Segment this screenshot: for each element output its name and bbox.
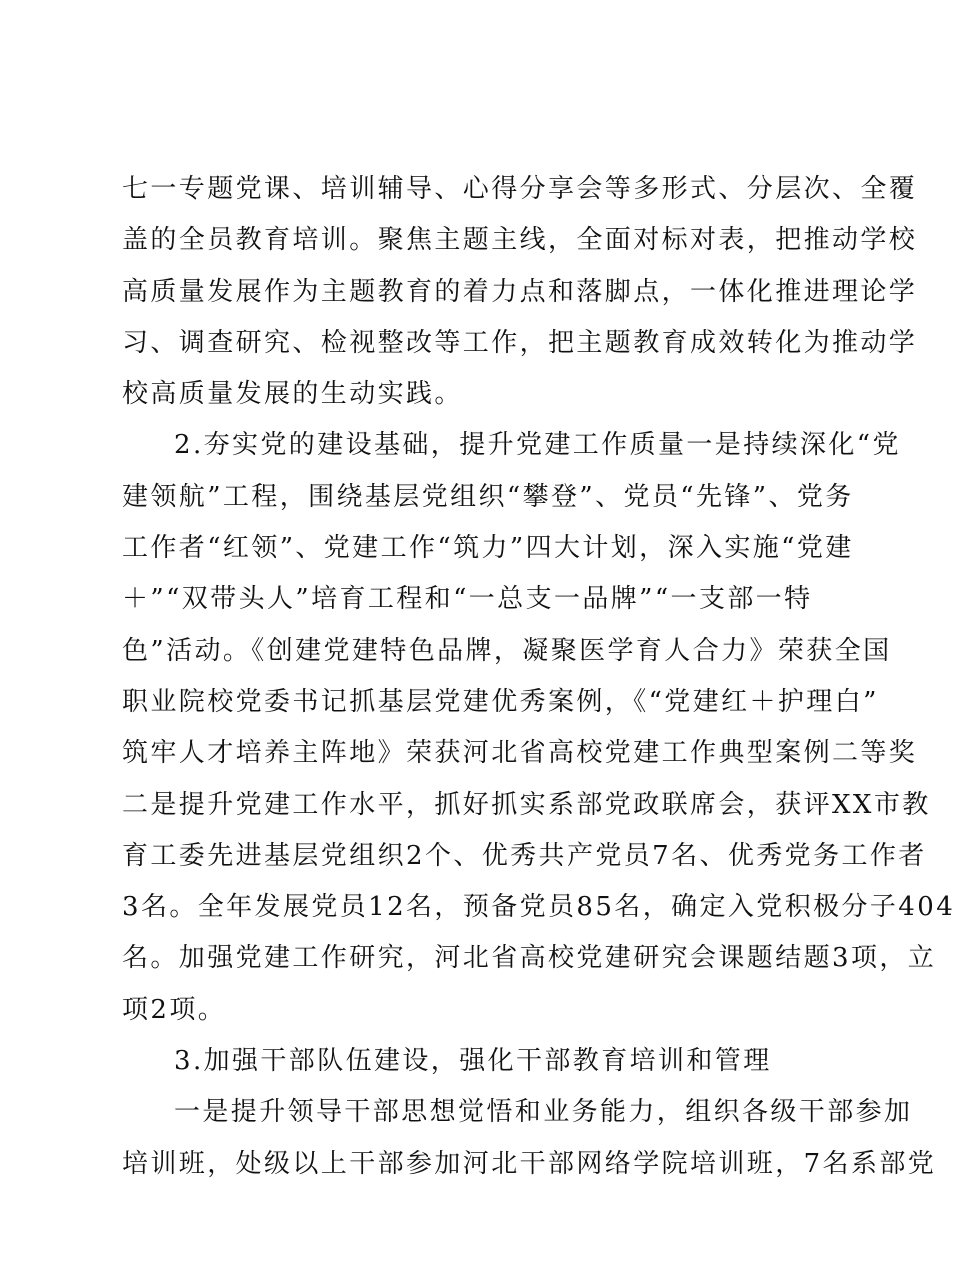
text-line: 育工委先进基层党组织2个、优秀共产党员7名、优秀党务工作者 bbox=[122, 840, 927, 871]
text-line: 校高质量发展的生动实践。 bbox=[122, 379, 463, 410]
text-line: ＋”“双带头人”培育工程和“一总支一品牌”“一支部一特 bbox=[122, 584, 813, 615]
text-line: 二是提升党建工作水平，抓好抓实系部党政联席会，获评XX市教 bbox=[122, 789, 931, 820]
text-line: 色”活动。《创建党建特色品牌，凝聚医学育人合力》荣获全国 bbox=[122, 635, 892, 666]
text-line: 盖的全员教育培训。聚焦主题主线，全面对标对表，把推动学校 bbox=[122, 225, 918, 256]
text-line: 项2项。 bbox=[122, 994, 227, 1025]
text-line: 七一专题党课、培训辅导、心得分享会等多形式、分层次、全覆 bbox=[122, 174, 918, 204]
text-line: 培训班，处级以上干部参加河北干部网络学院培训班，7名系部党 bbox=[122, 1148, 937, 1179]
text-line: 筑牢人才培养主阵地》荣获河北省高校党建工作典型案例二等奖 bbox=[122, 738, 918, 769]
text-line: 习、调查研究、检视整改等工作，把主题教育成效转化为推动学 bbox=[122, 327, 918, 358]
text-line: 高质量发展作为主题教育的着力点和落脚点，一体化推进理论学 bbox=[122, 276, 918, 307]
document-body bbox=[122, 164, 955, 1190]
section-heading-3: 3.加强干部队伍建设，强化干部教育培训和管理 bbox=[174, 1046, 772, 1077]
text-line: 工作者“红领”、党建工作“筑力”四大计划，深入实施“党建 bbox=[122, 533, 854, 564]
text-line: 3名。全年发展党员12名，预备党员85名，确定入党积极分子404 bbox=[122, 892, 955, 923]
text-line: 一是提升领导干部思想觉悟和业务能力，组织各级干部参加 bbox=[174, 1097, 913, 1128]
text-line: 名。加强党建工作研究，河北省高校党建研究会课题结题3项，立 bbox=[122, 943, 937, 974]
text-line: 职业院校党委书记抓基层党建优秀案例，《“党建红＋护理白” bbox=[122, 686, 879, 717]
section-heading-2: 2.夯实党的建设基础，提升党建工作质量一是持续深化“党 bbox=[174, 430, 901, 461]
text-line: 建领航”工程，围绕基层党组织“攀登”、党员“先锋”、党务 bbox=[122, 481, 854, 512]
